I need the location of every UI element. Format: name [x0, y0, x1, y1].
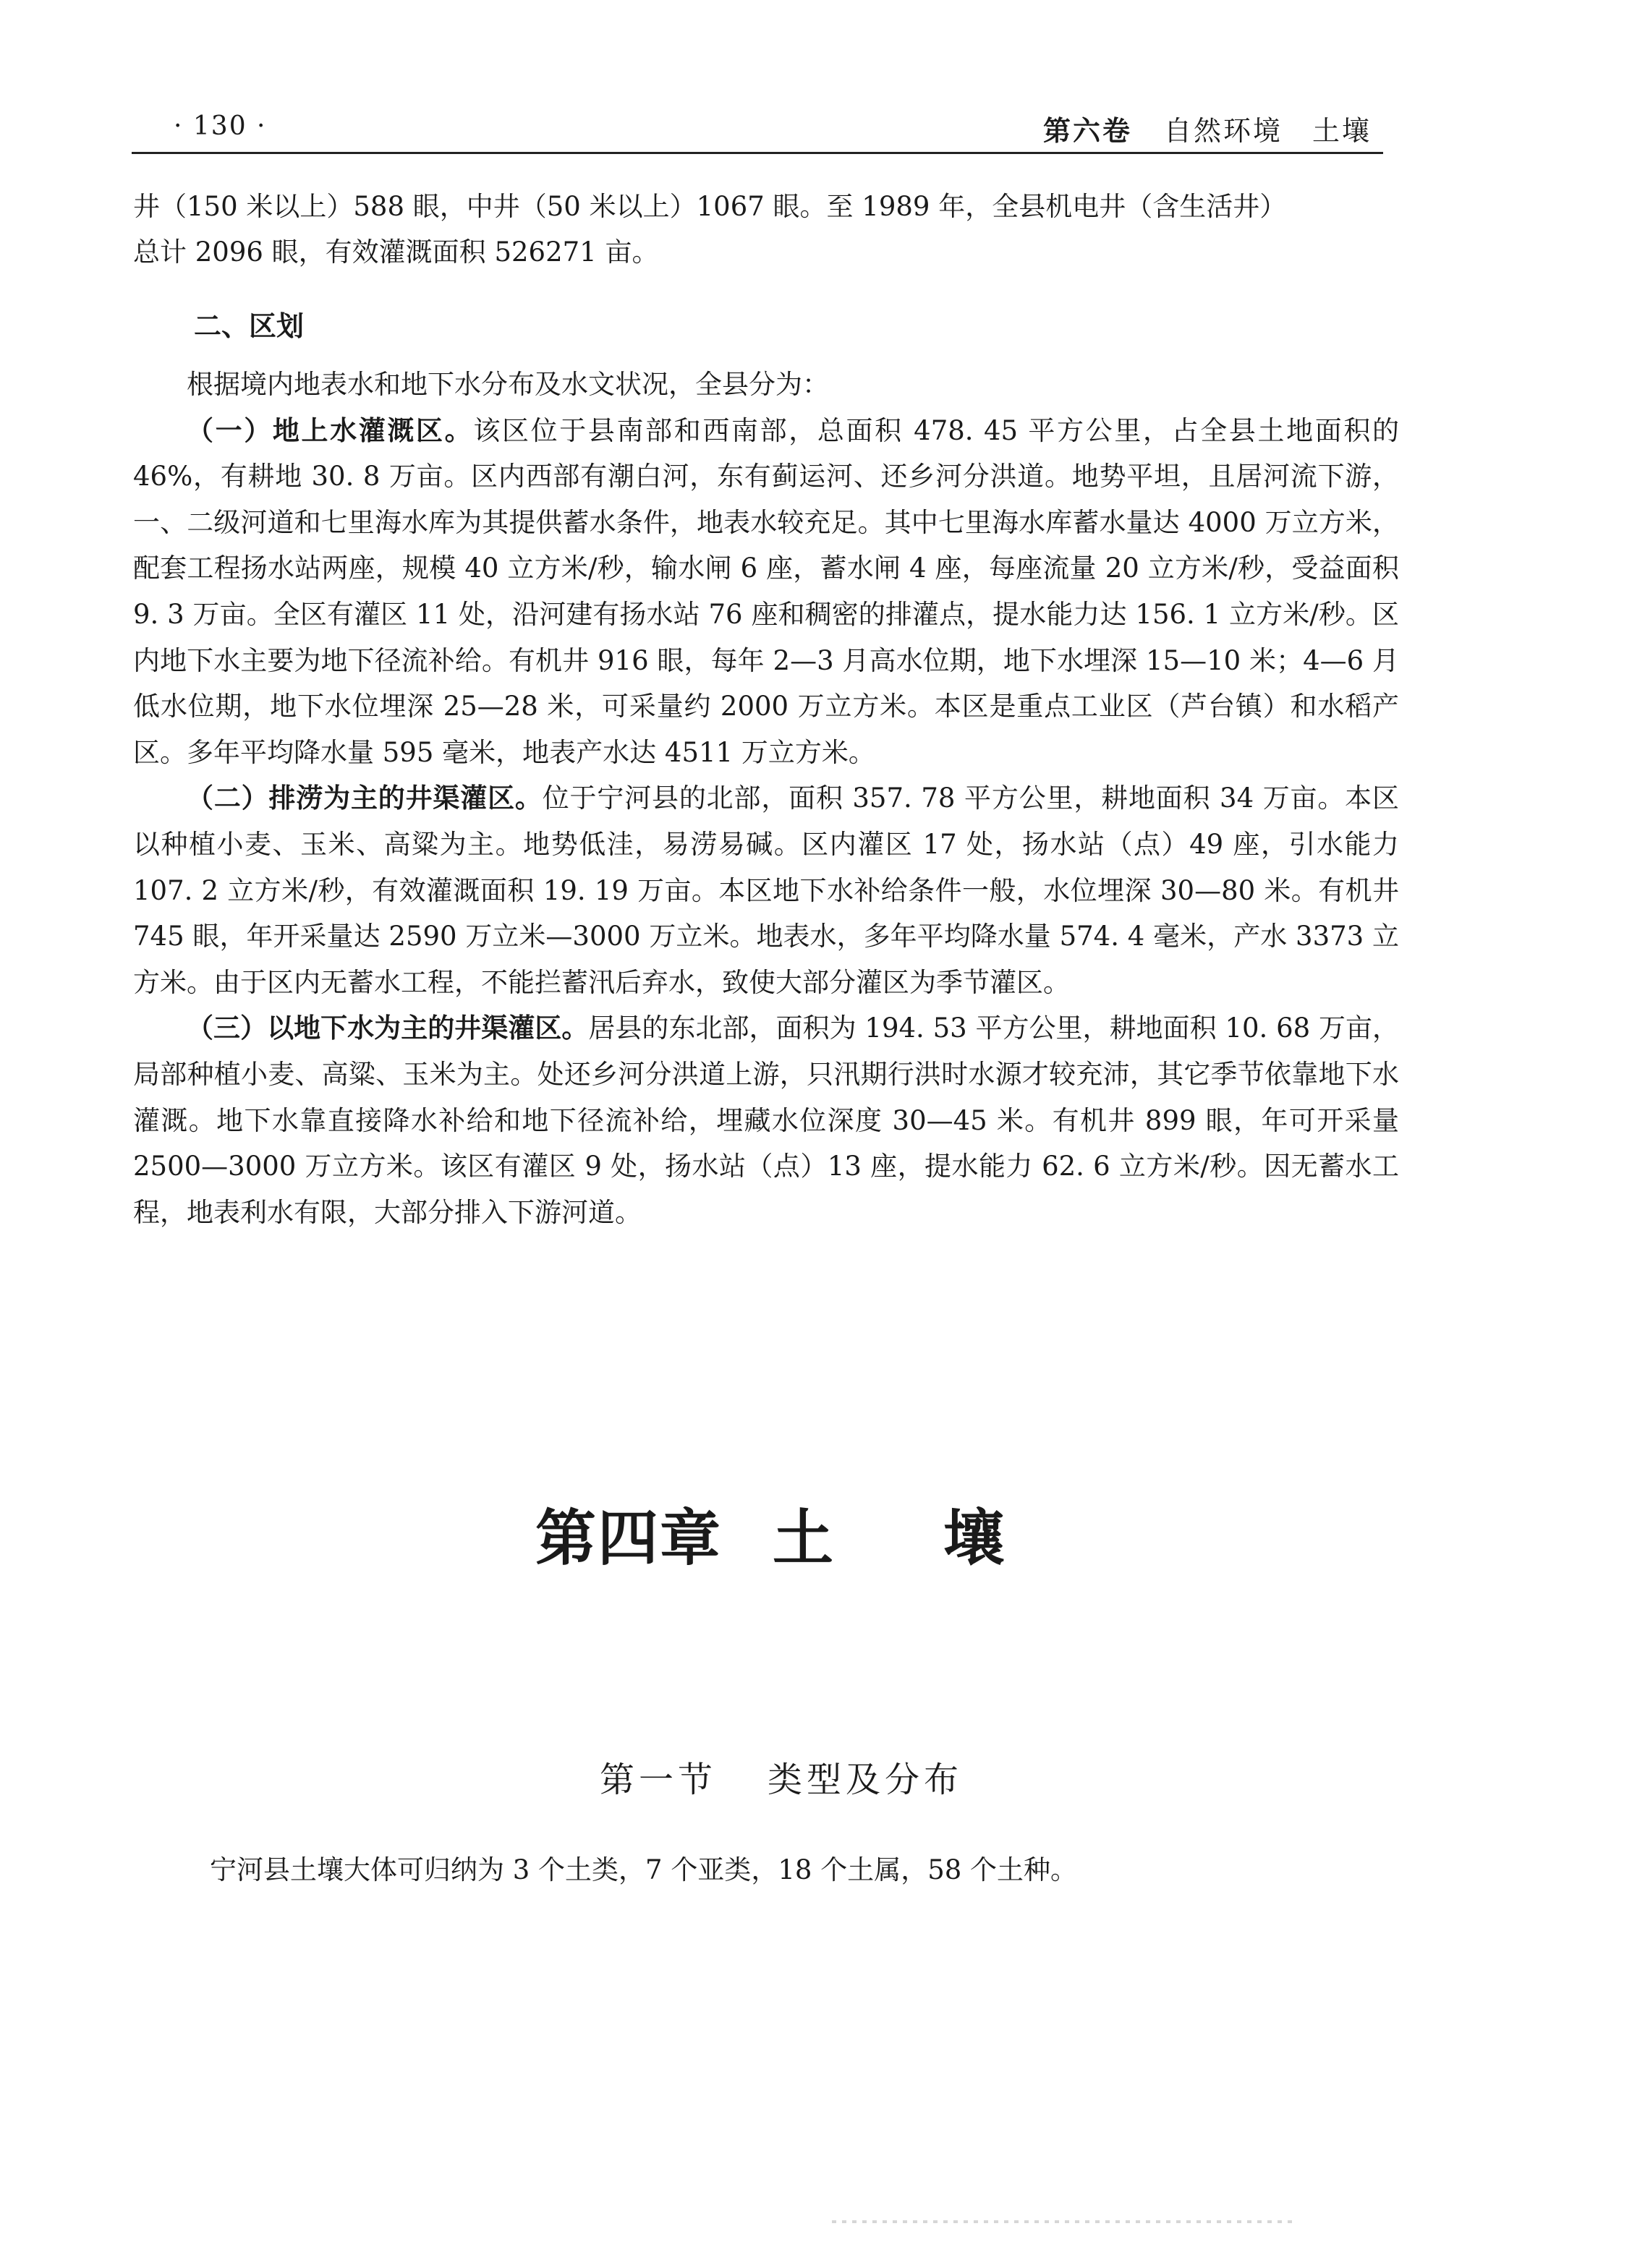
subsection-name: 类型及分布 [768, 1760, 964, 1800]
zone-title-1: （一）地上水灌溉区。 [187, 414, 474, 446]
opening-paragraph [133, 184, 1399, 275]
page-number: · 130 · [174, 111, 267, 141]
zone-paragraph-1 [133, 408, 1399, 776]
zone-title-2: （二）排涝为主的井渠灌区。 [187, 783, 543, 814]
chapter-title [0, 1490, 1541, 1577]
zone-paragraph-3 [133, 1005, 1399, 1235]
running-title-text: 自然环境 土壤 [1163, 115, 1372, 147]
opening-line-2: 总计 2096 眼，有效灌溉面积 526271 亩。 [133, 236, 659, 268]
chapter-title-part2: 壤 [943, 1503, 1006, 1574]
opening-line-1: 井（150 米以上）588 眼，中井（50 米以上）1067 眼。至 1989 年，全县机电井（含生活井） [133, 191, 1287, 222]
section-heading: 二、区划 [194, 310, 305, 342]
zone-text-1: 该区位于县南部和西南部，总面积 478. 45 平方公里，占全县土地面积的 46%，有耕地 30. 8 万亩。区内西部有潮白河，东有蓟运河、还乡河分洪道。地势平坦，且居河流下游，一、二级河道和七里海水库为其提供蓄水条件，地表水较充足。其中七里海水库蓄水量达 4000 万立方米，配套工程扬水站两座，规模 40 立方米/秒，输水闸 6 座，蓄水闸 4 座，每座流量 20 立方米/秒，受益面积 9. 3 万亩。全区有灌区 11 处，沿河建有扬水站 76 座和稠密的排灌点，提水能力达 156. 1 立方米/秒。区内地下水主要为地下径流补给。有机井 916 眼，每年 2—3 月高水位期，地下水埋深 15—10 米；4—6 月低水位期，地下水位埋深 25—28 米，可采量约 2000 万立方米。本区是重点工业区（芦台镇）和水稻产区。多年平均降水量 595 毫米，地表产水达 4511 万立方米。 [133, 414, 1399, 768]
zone-text-3: 居县的东北部，面积为 194. 53 平方公里，耕地面积 10. 68 万亩，局部种植小麦、高粱、玉米为主。处还乡河分洪道上游，只汛期行洪时水源才较充沛，其它季节依靠地下水灌溉。地下水靠直接降水补给和地下径流补给，埋藏水位深度 30—45 米。有机井 899 眼，年可开采量 2500—3000 万立方米。该区有灌区 9 处，扬水站（点）13 座，提水能力 62. 6 立方米/秒。因无蓄水工程，地表利水有限，大部分排入下游河道。 [133, 1012, 1399, 1228]
page-header [132, 101, 1383, 154]
zone-title-3: （三）以地下水为主的井渠灌区。 [187, 1012, 589, 1044]
zone-text-2: 位于宁河县的北部，面积 357. 78 平方公里，耕地面积 34 万亩。本区以种植小麦、玉米、高粱为主。地势低洼，易涝易碱。区内灌区 17 处，扬水站（点）49 座，引水能力 107. 2 立方米/秒，有效灌溉面积 19. 19 万亩。本区地下水补给条件一般，水位埋深 30—80 米。有机井 745 眼，年开采量达 2590 万立米—3000 万立米。地表水，多年平均降水量 574. 4 毫米，产水 3373 立方米。由于区内无蓄水工程，不能拦蓄汛后弃水，致使大部分灌区为季节灌区。 [133, 783, 1400, 998]
soil-intro-sentence: 宁河县土壤大体可归纳为 3 个土类，7 个亚类，18 个土属，58 个土种。 [210, 1854, 1078, 1885]
zone-paragraph-2 [133, 775, 1399, 1005]
subsection-number: 第一节 [599, 1760, 717, 1800]
zoning-content [133, 362, 1399, 1235]
volume-label: 第六卷 [1042, 115, 1132, 147]
zoning-intro: 根据境内地表水和地下水分布及水文状况，全县分为： [187, 369, 829, 400]
scan-noise-divider [832, 2220, 1295, 2223]
subsection-title [0, 1752, 1563, 1802]
chapter-title-part1: 土 [772, 1503, 835, 1574]
chapter-number: 第四章 [535, 1503, 722, 1574]
running-title [1043, 108, 1372, 148]
